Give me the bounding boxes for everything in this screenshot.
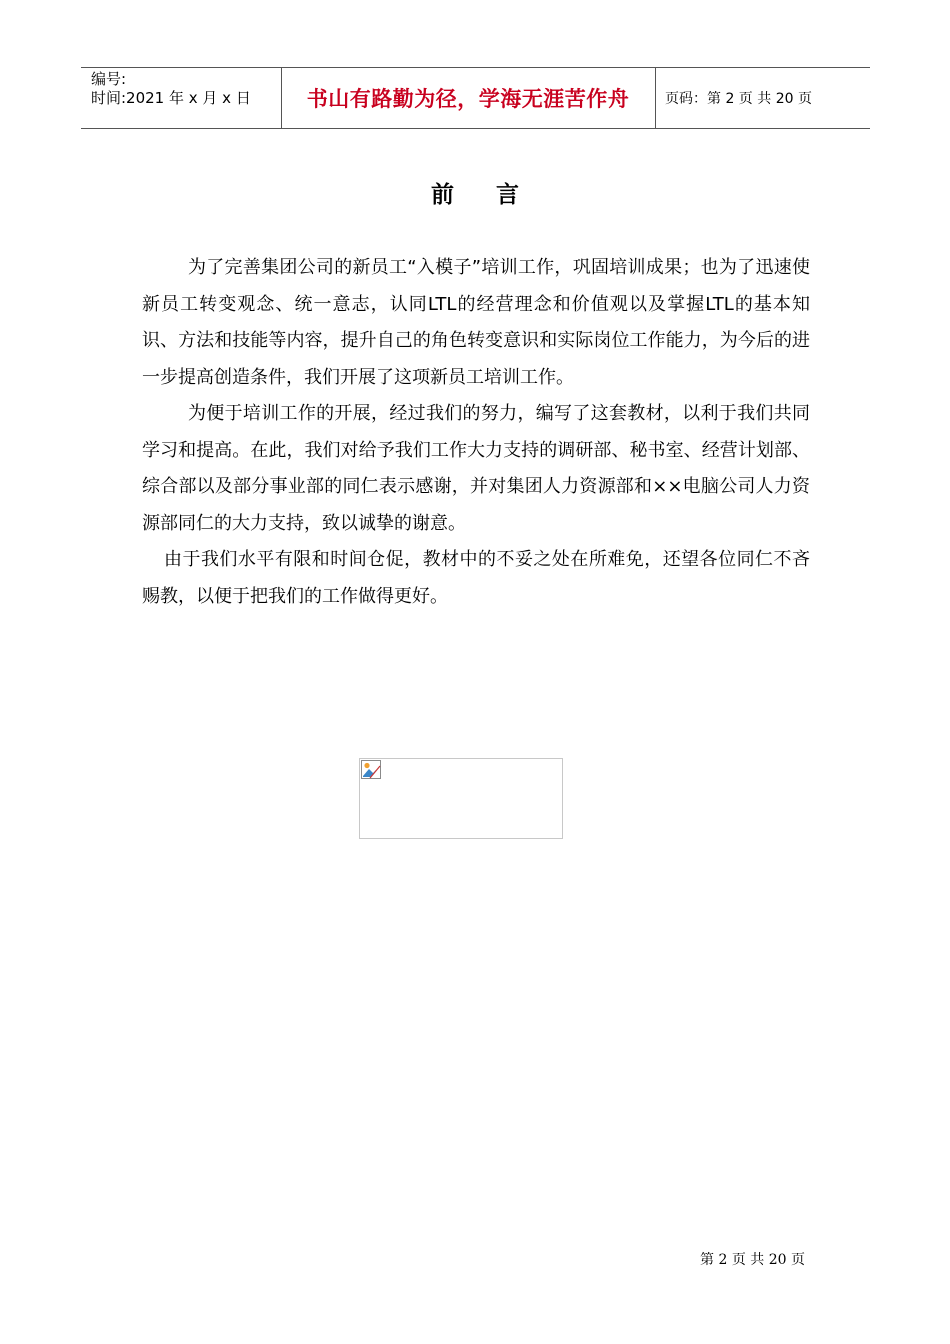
image-placeholder bbox=[359, 758, 563, 839]
page-footer: 第 2 页 共 20 页 bbox=[700, 1252, 805, 1268]
paragraph-3: 由于我们水平有限和时间仓促，教材中的不妥之处在所难免，还望各位同仁不吝赐教，以便于把我们的工作做得更好。 bbox=[142, 549, 810, 607]
header-motto-cell bbox=[281, 68, 656, 128]
page-header bbox=[81, 67, 870, 129]
header-page-info: 页码：第 2 页 共 20 页 bbox=[665, 91, 812, 107]
header-motto: 书山有路勤为径，学海无涯苦作舟 bbox=[306, 87, 630, 111]
page-title: 前言 bbox=[431, 181, 561, 208]
broken-image-icon bbox=[361, 760, 381, 779]
paragraph-1: 为了完善集团公司的新员工“入模子”培训工作，巩固培训成果；也为了迅速使新员工转变观念、统一意志，认同LTL的经营理念和价值观以及掌握LTL的基本知识、方法和技能等内容，提升自己的角色转变意识和实际岗位工作能力，为今后的进一步提高创造条件，我们开展了这项新员工培训工作。 bbox=[142, 257, 810, 388]
header-page-cell bbox=[655, 68, 870, 128]
doc-time-label: 时间:2021 年 x 月 x 日 bbox=[91, 89, 251, 107]
header-meta-cell bbox=[81, 68, 282, 128]
doc-code-label: 编号: bbox=[91, 70, 127, 88]
paragraph-2: 为便于培训工作的开展，经过我们的努力，编写了这套教材，以利于我们共同学习和提高。在此，我们对给予我们工作大力支持的调研部、秘书室、经营计划部、综合部以及部分事业部的同仁表示感谢，并对集团人力资源部和××电脑公司人力资源部同仁的大力支持，致以诚挚的谢意。 bbox=[142, 403, 810, 534]
preface-body bbox=[142, 250, 810, 615]
